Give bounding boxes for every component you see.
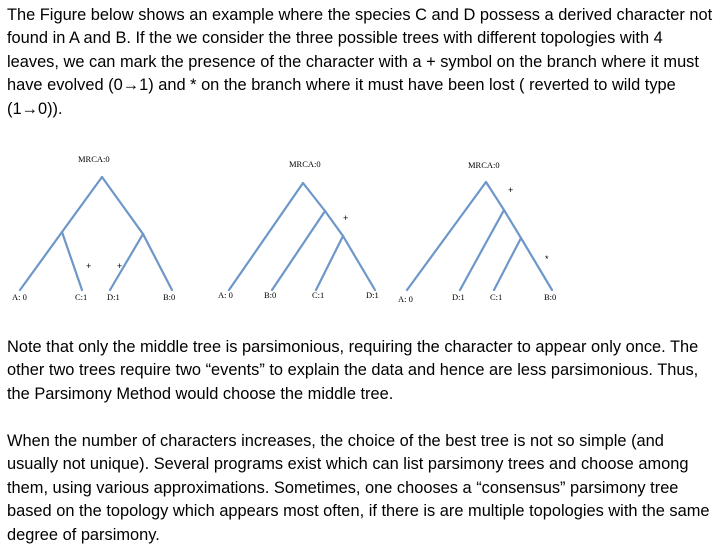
tree-1-leaf-a: A: 0 xyxy=(12,292,27,302)
tree-3-branch xyxy=(407,182,486,290)
tree-3-branch xyxy=(521,238,552,290)
tree-3 xyxy=(398,160,556,304)
tree-3-leaf-c: C:1 xyxy=(490,292,503,302)
tree-3-loss-mark: * xyxy=(545,254,549,264)
tree-2-root-label: MRCA:0 xyxy=(289,159,321,169)
tree-2-leaf-c: C:1 xyxy=(312,290,325,300)
tree-2-gain-mark: + xyxy=(343,213,349,223)
intro-paragraph: The Figure below shows an example where the species C and D possess a derived character not found in A and B. If the we consider the three possible trees with different topologies with 4 leaves, we can mark the presence of the character with a + symbol on the branch where it must have evolved (0→1) and * on the branch where it must have been lost ( reverted to wild type (1→0)). xyxy=(7,6,713,118)
tree-1-leaf-c: C:1 xyxy=(75,292,88,302)
tree-3-leaf-b: B:0 xyxy=(544,292,557,302)
phylogenetic-trees-figure xyxy=(0,150,718,310)
tree-3-root-label: MRCA:0 xyxy=(468,160,500,170)
tree-3-leaf-a: A: 0 xyxy=(398,294,413,304)
tree-1-branch xyxy=(102,177,172,290)
tree-1 xyxy=(12,154,175,302)
tree-2-branch xyxy=(229,183,303,290)
tree-3-gain-mark: + xyxy=(508,185,514,195)
tree-1-root-label: MRCA:0 xyxy=(78,154,110,164)
tree-2 xyxy=(218,159,379,300)
tree-2-leaf-a: A: 0 xyxy=(218,290,233,300)
multiple-characters-paragraph: When the number of characters increases, the choice of the best tree is not so simple (and usually not unique). Several programs exist which can list parsimony trees and choose among them, using various approximations. Sometimes, one chooses a “consensus” parsimony tree based on the topology which appears most often, if there is are multiple topologies with the same degree of parsimony. xyxy=(7,432,710,544)
tree-1-leaf-d: D:1 xyxy=(107,292,120,302)
parsimony-note-paragraph: Note that only the middle tree is parsimonious, requiring the character to appear only once. The other two trees require two “events” to explain the data and hence are less parsimonious. Thus, the Parsimony Method would choose the middle tree. xyxy=(7,338,699,403)
tree-2-leaf-b: B:0 xyxy=(264,290,277,300)
tree-1-gain-mark: + xyxy=(86,261,92,271)
tree-2-branch xyxy=(343,236,375,290)
tree-1-leaf-b: B:0 xyxy=(163,292,176,302)
tree-1-branch xyxy=(62,232,82,290)
tree-3-leaf-d: D:1 xyxy=(452,292,465,302)
tree-2-branch xyxy=(272,183,325,290)
tree-2-branch xyxy=(316,211,343,290)
tree-1-gain-mark: + xyxy=(117,261,123,271)
tree-3-branch xyxy=(460,182,504,290)
tree-2-leaf-d: D:1 xyxy=(366,290,379,300)
tree-1-branch xyxy=(20,177,102,290)
tree-1-branch xyxy=(110,234,143,290)
